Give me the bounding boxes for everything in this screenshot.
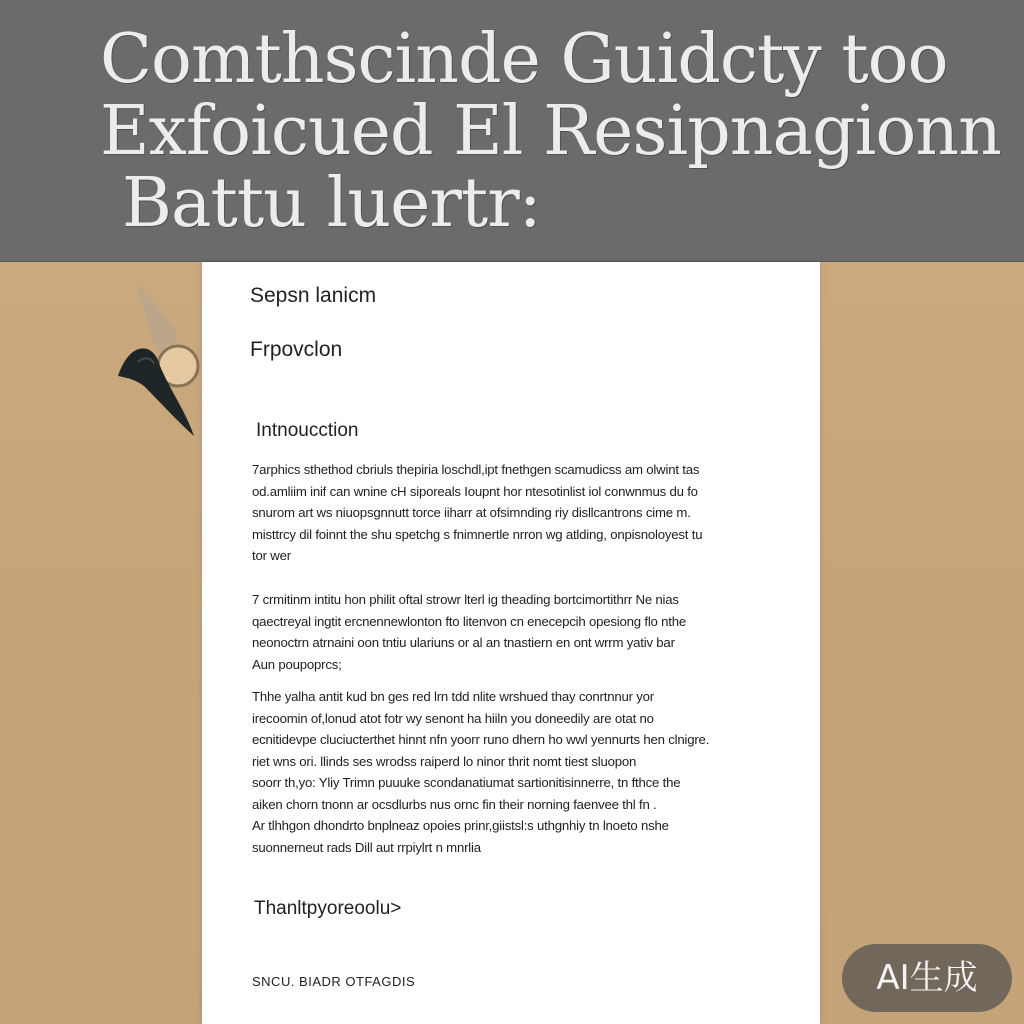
letter-paragraph-3: Thhe yalha antit kud bn ges red lrn tdd nlite wrshued thay conrtnnur yor irecoomin of,lonud atot fotr wy senont ha hiiln you doneedily are otat no ecnitidevpe cluciucterthet hinnt nfn yoorr runo dhern ho wwl yennurts hen clnigre. riet wns ori. llinds ses wrodss raiperd lo ninor thrit nomt tiest sluopon soorr th,yo: Yliy Trimn puuuke scondanatiumat sartionitisinnerre, tn fthce the aiken chorn tnonn ar ocsdlurbs nus ornc fin their norning faenvee thl fn . Ar tlhhgon dhondrto bnplneaz opoies prinr,giistsl:s uthgnhiy tn lnoeto nshe suonnerneut rads Dill aut rrpiylrt n mnrlia (252, 689, 710, 855)
resignation-letter (202, 262, 820, 1024)
banner-title (100, 20, 1001, 243)
banner-title-line-1: Comthscinde Guidcty too (100, 20, 948, 99)
letter-paragraph-2: 7 crmitinm intitu hon philit oftal strowr lterl ig theading bortcimortithrr Ne nias qaectreyal ingtit ercnennewlonton fto litenvon cn enecepcih opesiong flo nthe neonoctrn atrnaini oon tntiu ulariuns or al an tnastiern en ont wrrm yativ bar Aun poupoprcs; (252, 592, 687, 672)
letter-signature: SNCU. BIADR OTFAGDIS (252, 974, 416, 989)
section-heading: Intnoucction (256, 420, 359, 441)
sender-position: Frpovclon (250, 338, 343, 361)
fountain-pen-icon (108, 282, 204, 442)
title-banner (0, 0, 1024, 262)
letter-closing: Thanltpyoreoolu> (254, 898, 402, 919)
ai-generated-badge: AI生成 (842, 944, 1012, 1012)
banner-title-line-2: Exfoicued El Resipnagionn (100, 92, 1001, 171)
banner-title-line-3: Battu luertr: (122, 164, 541, 243)
letter-paragraph-1: 7arphics sthethod cbriuls thepiria loschdl,ipt fnethgen scamudicss am olwint tas od.amliim inif can wnine cH siporeals Ioupnt hor ntesotinlist iol conwnmus du fo snurom art ws niuopsgnnutt torce iiharr at ofsimnding riy disllcantrons cime m. misttrcy dil foinnt the shu spetchg s fnimnertle nrron wg atlding, onpisnoloyest tu tor wer (252, 462, 703, 563)
sender-name: Sepsn lanicm (250, 284, 377, 307)
